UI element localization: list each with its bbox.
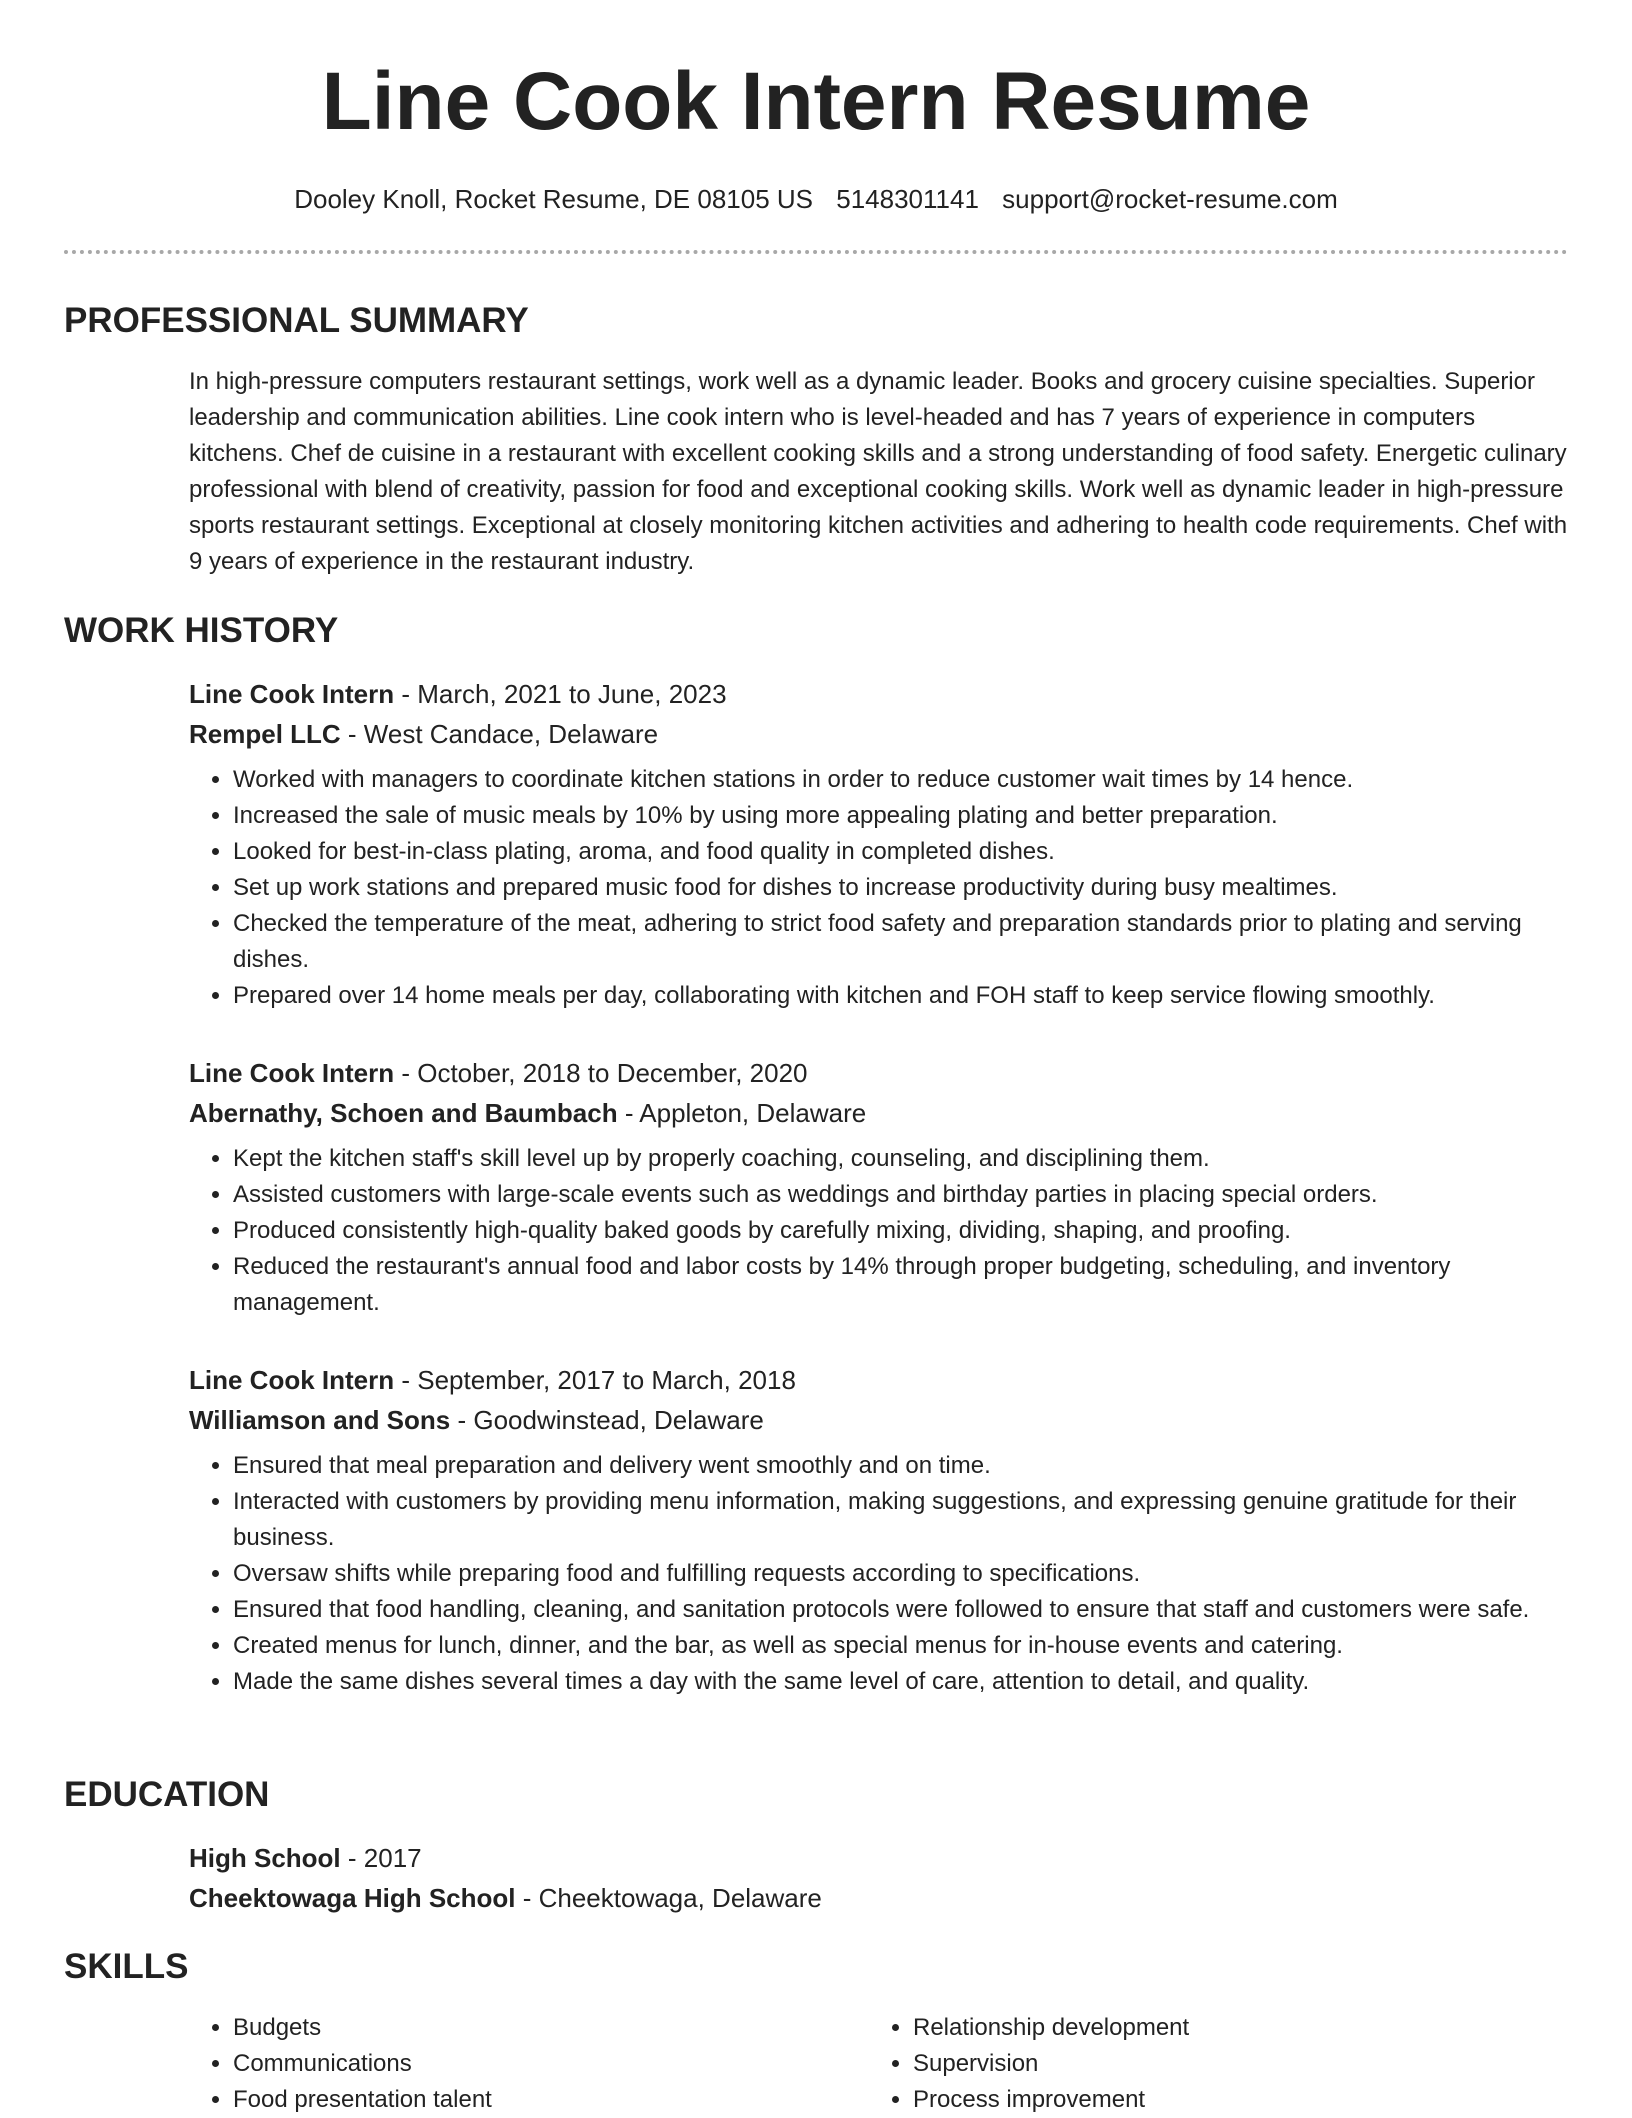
skills-list-right (869, 2010, 1549, 2118)
list-item: • Looked for best-in-class plating, aroma, and food quality in completed dishes. (233, 834, 1569, 870)
list-item: • Process improvement (913, 2082, 1549, 2118)
education-location: - Cheektowaga, Delaware (515, 1883, 822, 1913)
job-company: Rempel LLC (189, 719, 341, 749)
job-bullets (189, 762, 1569, 1014)
list-item: • Oversaw shifts while preparing food and fulfilling requests according to specifications. (233, 1556, 1569, 1592)
list-item: • Created menus for lunch, dinner, and the bar, as well as special menus for in-house events and catering. (233, 1628, 1569, 1664)
contact-line (0, 182, 1632, 216)
job-dates: - October, 2018 to December, 2020 (394, 1058, 808, 1088)
job-title-line (189, 1360, 1569, 1400)
job-entry-2 (189, 1053, 1569, 1321)
job-title: Line Cook Intern (189, 679, 395, 709)
list-item: • Prepared over 14 home meals per day, collaborating with kitchen and FOH staff to keep service flowing smoothly. (233, 978, 1569, 1014)
education-heading: EDUCATION (64, 1775, 270, 1814)
list-item: • Reduced the restaurant's annual food and labor costs by 14% through proper budgeting, scheduling, and inventory management. (233, 1249, 1569, 1321)
skills-columns (189, 2010, 1569, 2118)
list-item: • Food presentation talent (233, 2082, 869, 2118)
list-item: • Communications (233, 2046, 869, 2082)
job-title-line (189, 1053, 1569, 1093)
job-entry-1 (189, 674, 1569, 1014)
skills-heading: SKILLS (64, 1947, 189, 1986)
job-location: - Goodwinstead, Delaware (450, 1405, 764, 1435)
work-history-heading: WORK HISTORY (64, 611, 339, 650)
job-title: Line Cook Intern (189, 1365, 395, 1395)
job-company: Williamson and Sons (189, 1405, 451, 1435)
list-item: • Ensured that food handling, cleaning, and sanitation protocols were followed to ensure that staff and customers were safe. (233, 1592, 1569, 1628)
job-dates: - March, 2021 to June, 2023 (394, 679, 727, 709)
list-item: • Increased the sale of music meals by 10% by using more appealing plating and better preparation. (233, 798, 1569, 834)
list-item: • Ensured that meal preparation and delivery went smoothly and on time. (233, 1448, 1569, 1484)
education-degree-line (189, 1838, 1569, 1878)
job-dates: - September, 2017 to March, 2018 (394, 1365, 796, 1395)
header-divider (64, 250, 1568, 254)
summary-text: In high-pressure computers restaurant settings, work well as a dynamic leader. Books and grocery cuisine specialties. Superior leadership and communication abilities. Line cook intern who is level-headed and has 7 years of experience in computers kitchens. Chef de cuisine in a restaurant with excellent cooking skills and a strong understanding of food safety. Energetic culinary professional with blend of creativity, passion for food and exceptional cooking skills. Work well as dynamic leader in high-pressure sports restaurant settings. Exceptional at closely monitoring kitchen activities and adhering to health code requirements. Chef with 9 years of experience in the restaurant industry. (189, 368, 1568, 575)
education-school-line (189, 1878, 1569, 1918)
contact-phone: 5148301141 (836, 184, 979, 214)
education-entry (189, 1838, 1569, 1918)
list-item: • Produced consistently high-quality baked goods by carefully mixing, dividing, shaping, and proofing. (233, 1213, 1569, 1249)
list-item: • Checked the temperature of the meat, adhering to strict food safety and preparation standards prior to plating and serving dishes. (233, 906, 1569, 978)
job-company: Abernathy, Schoen and Baumbach (189, 1098, 618, 1128)
job-company-line (189, 1093, 1569, 1133)
list-item: • Budgets (233, 2010, 869, 2046)
list-item: • Interacted with customers by providing menu information, making suggestions, and expressing genuine gratitude for their business. (233, 1484, 1569, 1556)
summary-heading: PROFESSIONAL SUMMARY (64, 301, 529, 340)
job-entry-3 (189, 1360, 1569, 1700)
contact-email: support@rocket-resume.com (1002, 184, 1338, 214)
list-item: • Worked with managers to coordinate kitchen stations in order to reduce customer wait times by 14 hence. (233, 762, 1569, 798)
job-title-line (189, 674, 1569, 714)
list-item: • Relationship development (913, 2010, 1549, 2046)
resume-title: Line Cook Intern Resume (321, 56, 1311, 147)
job-company-line (189, 714, 1569, 754)
skills-list-left (189, 2010, 869, 2118)
education-degree: High School (189, 1843, 341, 1873)
list-item: • Made the same dishes several times a day with the same level of care, attention to detail, and quality. (233, 1664, 1569, 1700)
list-item: • Assisted customers with large-scale events such as weddings and birthday parties in placing special orders. (233, 1177, 1569, 1213)
job-bullets (189, 1448, 1569, 1700)
education-year: - 2017 (340, 1843, 422, 1873)
education-school: Cheektowaga High School (189, 1883, 516, 1913)
job-location: - Appleton, Delaware (617, 1098, 867, 1128)
list-item: • Kept the kitchen staff's skill level up by properly coaching, counseling, and disciplining them. (233, 1141, 1569, 1177)
job-bullets (189, 1141, 1569, 1321)
list-item: • Set up work stations and prepared music food for dishes to increase productivity during busy mealtimes. (233, 870, 1569, 906)
contact-address: Dooley Knoll, Rocket Resume, DE 08105 US (294, 184, 814, 214)
job-location: - West Candace, Delaware (340, 719, 659, 749)
list-item: • Supervision (913, 2046, 1549, 2082)
job-company-line (189, 1400, 1569, 1440)
job-title: Line Cook Intern (189, 1058, 395, 1088)
